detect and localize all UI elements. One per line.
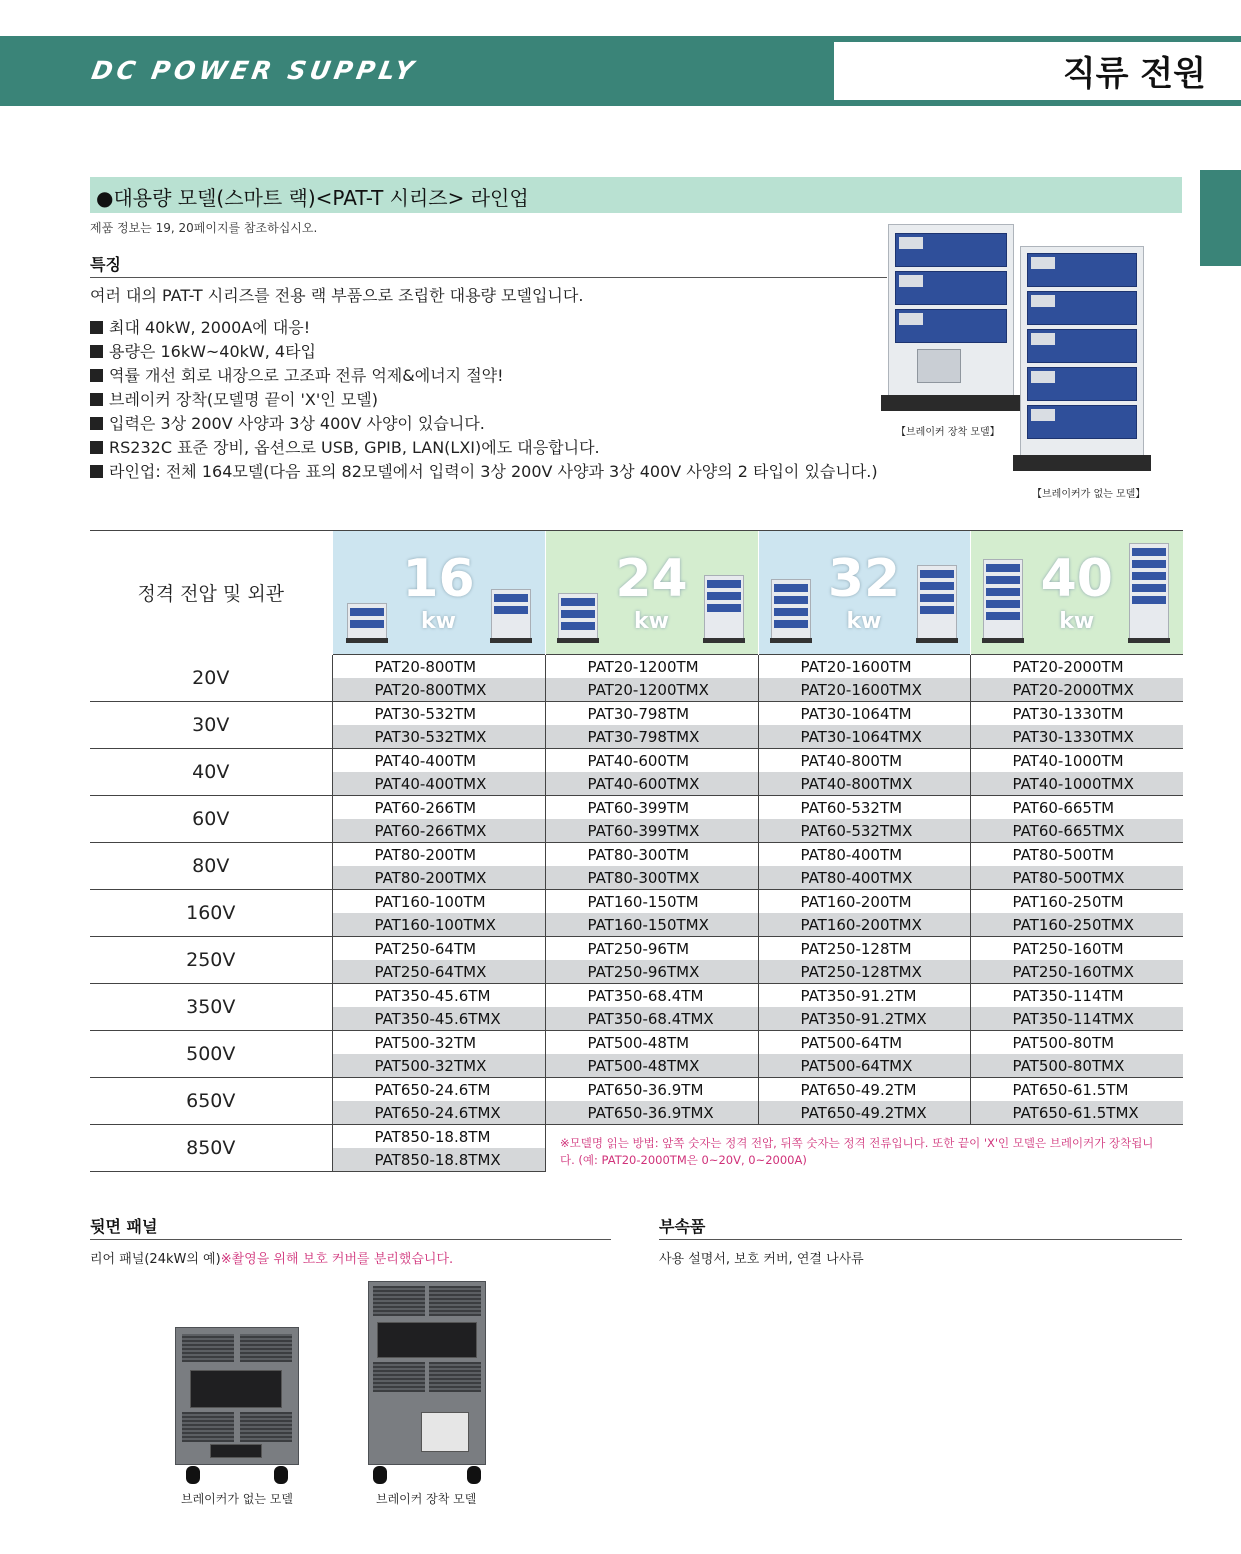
model-cell: PAT80-400TMX [758, 866, 970, 890]
capacity-unit: kw [421, 609, 456, 634]
model-cell: PAT60-399TMX [545, 819, 758, 843]
model-cell: PAT30-532TM [332, 702, 545, 726]
model-cell: PAT80-400TM [758, 843, 970, 867]
model-cell: PAT80-200TM [332, 843, 545, 867]
capacity-unit: kw [634, 609, 669, 634]
rear-photo-no-breaker [175, 1327, 299, 1465]
model-cell: PAT500-64TM [758, 1031, 970, 1055]
model-cell: PAT350-91.2TM [758, 984, 970, 1008]
model-cell: PAT850-18.8TM [332, 1125, 545, 1149]
model-cell: PAT350-114TM [970, 984, 1183, 1008]
model-cell: PAT350-68.4TM [545, 984, 758, 1008]
model-cell: PAT250-64TMX [332, 960, 545, 984]
model-cell: PAT60-665TM [970, 796, 1183, 820]
square-bullet-icon [90, 369, 103, 382]
table-row [90, 1031, 1183, 1055]
header-title-ko: 직류 전원 [1062, 54, 1206, 94]
voltage-cell: 500V [90, 1031, 332, 1078]
model-cell: PAT160-250TMX [970, 913, 1183, 937]
model-cell: PAT80-500TM [970, 843, 1183, 867]
model-cell: PAT40-1000TM [970, 749, 1183, 773]
model-cell: PAT20-2000TM [970, 655, 1183, 679]
square-bullet-icon [90, 393, 103, 406]
model-cell: PAT20-2000TMX [970, 678, 1183, 702]
model-cell: PAT160-150TM [545, 890, 758, 914]
model-cell: PAT250-128TM [758, 937, 970, 961]
feature-item: RS232C 표준 장비, 옵션으로 USB, GPIB, LAN(LXI)에도 대응합니다. [90, 436, 878, 460]
model-cell: PAT20-1200TMX [545, 678, 758, 702]
section-title: ●대용량 모델(스마트 랙)<PAT-T 시리즈> 라인업 [96, 186, 529, 210]
voltage-cell: 80V [90, 843, 332, 890]
table-row [90, 984, 1183, 1008]
model-cell: PAT40-800TMX [758, 772, 970, 796]
model-cell: PAT60-399TM [545, 796, 758, 820]
model-cell: PAT20-800TM [332, 655, 545, 679]
model-cell: PAT60-266TMX [332, 819, 545, 843]
header-title-en: DC POWER SUPPLY [89, 56, 420, 85]
model-cell: PAT80-300TMX [545, 866, 758, 890]
model-naming-note: ※모델명 읽는 방법: 앞쪽 숫자는 정격 전압, 뒤쪽 숫자는 정격 전류입니다. 또한 끝이 'X'인 모델은 브레이커가 장착됩니다. (예: PAT20-2000TM은 0~20V, 0~2000A) [560, 1136, 1154, 1167]
model-cell: PAT500-48TM [545, 1031, 758, 1055]
model-cell: PAT350-45.6TM [332, 984, 545, 1008]
voltage-cell: 20V [90, 655, 332, 702]
feature-item: 역률 개선 회로 내장으로 고조파 전류 억제&에너지 절약! [90, 364, 878, 388]
table-row [90, 1078, 1183, 1102]
capacity-value: 16 [402, 549, 475, 609]
model-cell: PAT350-114TMX [970, 1007, 1183, 1031]
square-bullet-icon [90, 321, 103, 334]
model-cell: PAT160-100TMX [332, 913, 545, 937]
model-cell: PAT30-1330TMX [970, 725, 1183, 749]
model-cell: PAT30-798TM [545, 702, 758, 726]
model-cell: PAT20-1600TMX [758, 678, 970, 702]
model-cell: PAT160-200TMX [758, 913, 970, 937]
square-bullet-icon [90, 417, 103, 430]
feature-item: 브레이커 장착(모델명 끝이 'X'인 모델) [90, 388, 878, 412]
side-index-tab [1200, 170, 1241, 266]
model-cell: PAT30-532TMX [332, 725, 545, 749]
capacity-header-32kw [758, 531, 970, 655]
model-cell: PAT160-100TM [332, 890, 545, 914]
feature-item: 라인업: 전체 164모델(다음 표의 82모델에서 입력이 3상 200V 사양과 3상 400V 사양의 2 타입이 있습니다.) [90, 460, 878, 484]
model-cell: PAT250-128TMX [758, 960, 970, 984]
model-cell: PAT160-200TM [758, 890, 970, 914]
capacity-value: 24 [615, 549, 688, 609]
table-row [90, 890, 1183, 914]
model-cell: PAT850-18.8TMX [332, 1148, 545, 1172]
model-cell: PAT80-200TMX [332, 866, 545, 890]
accessories-desc: 사용 설명서, 보호 커버, 연결 나사류 [659, 1252, 864, 1267]
model-cell: PAT650-49.2TM [758, 1078, 970, 1102]
features-intro: 여러 대의 PAT-T 시리즈를 전용 랙 부품으로 조립한 대용량 모델입니다. [90, 286, 584, 305]
model-cell: PAT40-400TM [332, 749, 545, 773]
model-cell: PAT650-36.9TMX [545, 1101, 758, 1125]
feature-item: 최대 40kW, 2000A에 대응! [90, 316, 878, 340]
capacity-value: 32 [827, 549, 901, 609]
model-cell: PAT350-91.2TMX [758, 1007, 970, 1031]
capacity-unit: kw [846, 609, 882, 634]
reference-note: 제품 정보는 19, 20페이지를 참조하십시오. [90, 221, 318, 235]
model-cell: PAT250-96TM [545, 937, 758, 961]
model-cell: PAT40-600TMX [545, 772, 758, 796]
capacity-header-40kw [970, 531, 1183, 655]
caption-rear-breaker: 브레이커 장착 모델 [376, 1492, 477, 1506]
model-cell: PAT500-32TM [332, 1031, 545, 1055]
breaker-panel [917, 349, 961, 383]
model-cell: PAT20-1200TM [545, 655, 758, 679]
voltage-cell: 850V [90, 1125, 332, 1172]
model-cell: PAT60-665TMX [970, 819, 1183, 843]
square-bullet-icon [90, 345, 103, 358]
model-cell: PAT500-64TMX [758, 1054, 970, 1078]
model-cell: PAT650-24.6TMX [332, 1101, 545, 1125]
rack-photo-breaker-model [888, 224, 1014, 396]
voltage-cell: 60V [90, 796, 332, 843]
features-heading: 특징 [90, 255, 121, 274]
table-row [90, 796, 1183, 820]
model-cell: PAT250-96TMX [545, 960, 758, 984]
model-cell: PAT60-532TM [758, 796, 970, 820]
square-bullet-icon [90, 441, 103, 454]
accessories-heading: 부속품 [659, 1217, 706, 1236]
voltage-cell: 350V [90, 984, 332, 1031]
caption-no-breaker-model: 【브레이커가 없는 모델】 [1032, 489, 1146, 500]
model-cell: PAT650-24.6TM [332, 1078, 545, 1102]
features-divider [90, 277, 887, 278]
model-cell: PAT30-1064TM [758, 702, 970, 726]
model-cell: PAT500-48TMX [545, 1054, 758, 1078]
capacity-header-24kw [545, 531, 758, 655]
table-row [90, 843, 1183, 867]
voltage-cell: 160V [90, 890, 332, 937]
model-cell: PAT350-45.6TMX [332, 1007, 545, 1031]
model-cell: PAT650-49.2TMX [758, 1101, 970, 1125]
model-cell: PAT250-160TM [970, 937, 1183, 961]
voltage-cell: 30V [90, 702, 332, 749]
table-row [90, 655, 1183, 679]
model-cell: PAT60-532TMX [758, 819, 970, 843]
model-cell: PAT80-500TMX [970, 866, 1183, 890]
model-cell: PAT60-266TM [332, 796, 545, 820]
model-cell: PAT500-80TM [970, 1031, 1183, 1055]
rear-panel-divider [90, 1239, 611, 1240]
rear-panel-desc: 리어 패널(24kW의 예)※촬영을 위해 보호 커버를 분리했습니다. [90, 1252, 454, 1267]
model-cell: PAT650-61.5TM [970, 1078, 1183, 1102]
model-cell: PAT500-32TMX [332, 1054, 545, 1078]
table-header-row [90, 531, 1183, 655]
table-row [90, 749, 1183, 773]
caption-breaker-model: 【브레이커 장착 모델】 [896, 427, 1000, 438]
rear-panel-heading: 뒷면 패널 [90, 1217, 158, 1236]
model-cell: PAT350-68.4TMX [545, 1007, 758, 1031]
model-cell: PAT250-64TM [332, 937, 545, 961]
model-cell: PAT500-80TMX [970, 1054, 1183, 1078]
voltage-cell: 250V [90, 937, 332, 984]
model-cell: PAT20-800TMX [332, 678, 545, 702]
features-list [90, 316, 878, 484]
square-bullet-icon [90, 465, 103, 478]
model-cell: PAT40-1000TMX [970, 772, 1183, 796]
model-cell: PAT30-1064TMX [758, 725, 970, 749]
feature-item: 입력은 3상 200V 사양과 3상 400V 사양이 있습니다. [90, 412, 878, 436]
rack-photo-no-breaker-model [1020, 246, 1144, 456]
table-row [90, 937, 1183, 961]
model-cell: PAT30-798TMX [545, 725, 758, 749]
lineup-table [90, 530, 1183, 1172]
feature-item: 용량은 16kW~40kW, 4타입 [90, 340, 878, 364]
model-cell: PAT650-61.5TMX [970, 1101, 1183, 1125]
voltage-cell: 40V [90, 749, 332, 796]
model-cell: PAT40-400TMX [332, 772, 545, 796]
model-cell: PAT160-250TM [970, 890, 1183, 914]
model-cell: PAT160-150TMX [545, 913, 758, 937]
model-cell: PAT250-160TMX [970, 960, 1183, 984]
model-cell: PAT650-36.9TM [545, 1078, 758, 1102]
table-row [90, 702, 1183, 726]
capacity-unit: kw [1059, 609, 1095, 634]
header-label: 정격 전압 및 외관 [90, 531, 332, 655]
accessories-divider [659, 1239, 1182, 1240]
model-cell: PAT80-300TM [545, 843, 758, 867]
capacity-header-16kw [332, 531, 545, 655]
model-cell: PAT20-1600TM [758, 655, 970, 679]
rear-photo-breaker [368, 1281, 486, 1465]
model-cell: PAT30-1330TM [970, 702, 1183, 726]
voltage-cell: 650V [90, 1078, 332, 1125]
caption-rear-no-breaker: 브레이커가 없는 모델 [181, 1492, 293, 1506]
capacity-value: 40 [1040, 549, 1113, 609]
model-cell: PAT40-800TM [758, 749, 970, 773]
model-cell: PAT40-600TM [545, 749, 758, 773]
